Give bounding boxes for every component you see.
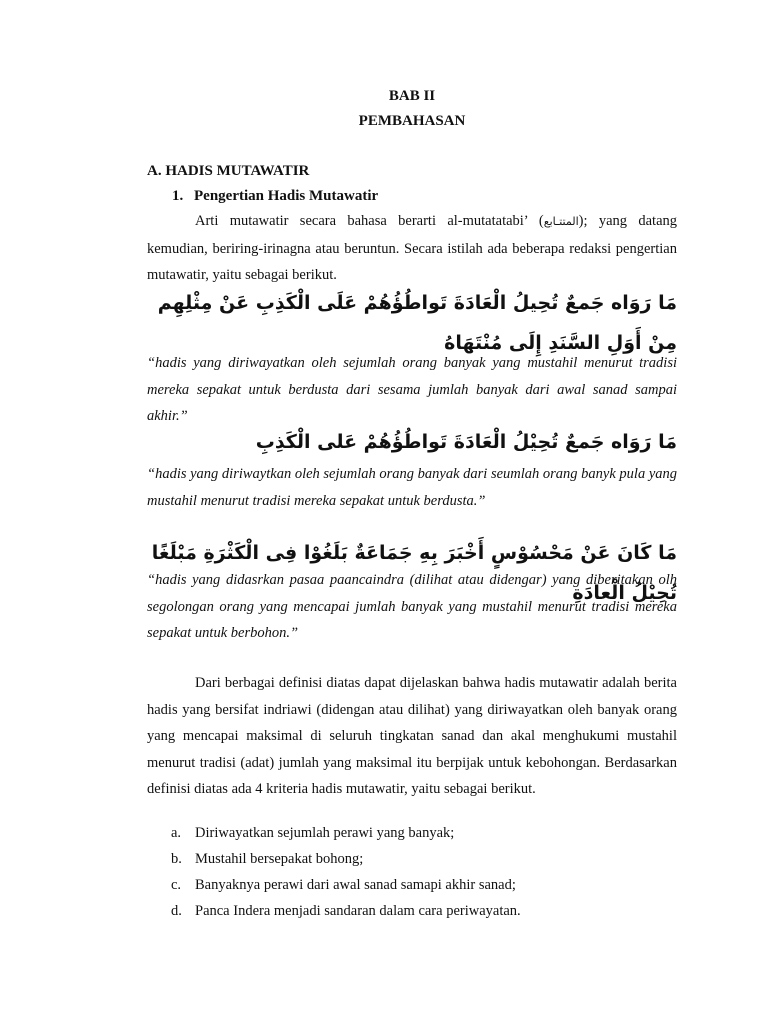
chapter-number: BAB II <box>388 88 436 104</box>
translation-2: “hadis yang diriwaytkan oleh sejumlah orang banyak dari seumlah orang banyk pula yang mustahil menurut tradisi mereka sepakat untuk berdusta.” <box>147 466 678 509</box>
list-item-text: Panca Indera menjadi sandaran dalam cara periwayatan. <box>195 903 521 919</box>
list-item <box>147 820 677 846</box>
list-item <box>147 846 677 872</box>
list-item-text: Diriwayatkan sejumlah perawi yang banyak; <box>195 825 455 841</box>
arabic-definition-3: مَا كَانَ عَنْ مَحْسُوْسٍ أَخْبَرَ بِهِ جَمَاعَةٌ بَلَغُوْا فِى الْكَثْرَةِ مَبْلَغًا تُحِيْلُ الْعادَةِ <box>151 542 677 604</box>
arabic-definition-1: مَا رَوَاه جَمعٌ تُحِيلُ الْعَادَةَ تَواطُؤُهُمْ عَلَى الْكَذِبِ عَنْ مِثْلِهِم مِنْ أَوَلِ السَّنَدِ إِلَى مُنْتَهَاهُ <box>157 292 677 354</box>
list-item-label: c. <box>171 877 182 893</box>
list-item-text: Mustahil bersepakat bohong; <box>195 851 364 867</box>
list-item-label: a. <box>171 825 182 841</box>
chapter-title: PEMBAHASAN <box>358 113 466 129</box>
list-item <box>147 872 677 898</box>
translation-1: “hadis yang diriwayatkan oleh sejumlah orang banyak yang mustahil menurut tradisi mereka sepakat untuk berdusta dari sesama jumlah banyak dari awal sanad sampai akhir.” <box>147 355 677 424</box>
list-item-label: d. <box>171 903 182 919</box>
subsection-number: 1. <box>172 188 184 204</box>
arabic-definition-2: مَا رَوَاه جَمعٌ تُحِيْلُ الْعَادَةَ تَواطُؤُهُمْ عَلى الْكَذِبِ <box>255 431 677 453</box>
translation-3: “hadis yang didasrkan pasaa paancaindra (dilihat atau didengar) yang diberitakan olh segolongan orang yang mencapai jumlah banyak yang mustahil menurut tradisi mereka sepakat untuk berbohon.” <box>147 572 677 641</box>
criteria-list <box>147 820 677 924</box>
subsection-title: Pengertian Hadis Mutawatir <box>194 188 379 204</box>
list-item <box>147 898 677 924</box>
intro-paragraph <box>147 208 677 289</box>
inline-arabic-term: المتتـابع <box>543 215 579 228</box>
summary-paragraph: Dari berbagai definisi diatas dapat dijelaskan bahwa hadis mutawatir adalah berita hadis yang bersifat indriawi (didengan atau dilihat) yang diriwayatkan oleh banyak orang yang mencapai maksimal di seluruh tingkatan sanad dan akal menghukumi mustahil menurut tradisi (adat) jumlah yang maksimal itu berpijak untuk kebohongan. Berdasarkan definisi diatas ada 4 kriteria hadis mutawatir, yaitu sebagai berikut. <box>147 675 677 797</box>
section-heading: A. HADIS MUTAWATIR <box>147 163 310 179</box>
intro-text-end: ); yang datang kemudian, beriring-irinagna atau beruntun. Secara istilah ada beberapa redaksi pengertian mutawatir, yaitu sebagai berikut. <box>147 213 678 283</box>
list-item-label: b. <box>171 851 182 867</box>
subsection-heading <box>172 188 378 205</box>
list-item-text: Banyaknya perawi dari awal sanad samapi akhir sanad; <box>195 877 516 893</box>
intro-text-start: Arti mutawatir secara bahasa berarti al-mutatatabi’ ( <box>195 213 544 229</box>
